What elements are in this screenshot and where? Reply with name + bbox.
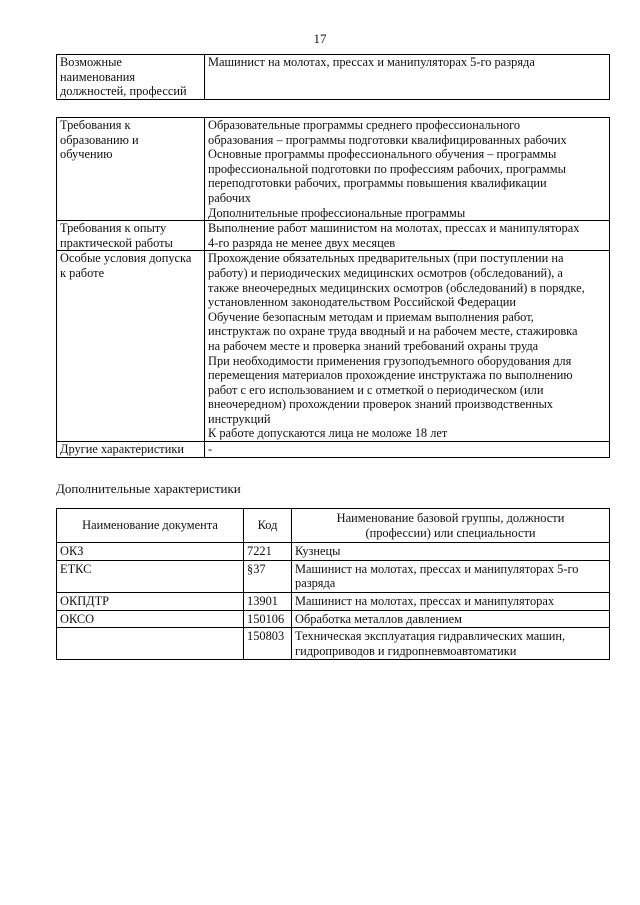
requirement-value [205, 118, 610, 221]
code-cell: 150106 [244, 610, 292, 628]
table-row [57, 628, 610, 660]
name-cell [292, 560, 610, 592]
requirement-label [57, 118, 205, 221]
doc-cell: ЕТКС [57, 560, 244, 592]
table-row [57, 560, 610, 592]
table-row [57, 221, 610, 251]
name-line: разряда [295, 576, 336, 591]
requirement-value [205, 251, 610, 442]
doc-cell: ОКСО [57, 610, 244, 628]
doc-cell: ОКЗ [57, 543, 244, 561]
code-cell: 13901 [244, 592, 292, 610]
name-line: Машинист на молотах, прессах и манипуляторах 5-го [295, 561, 579, 576]
label-line: образованию и [60, 132, 139, 147]
value-line: Выполнение работ машинистом на молотах, прессах и манипуляторах [208, 221, 580, 236]
code-cell: §37 [244, 560, 292, 592]
table-row [57, 55, 610, 100]
code-cell: 7221 [244, 543, 292, 561]
requirement-label [57, 221, 205, 251]
value-line: Образовательные программы среднего профессионального [208, 118, 521, 132]
value-line: профессиональной подготовки по профессиям рабочих, программы [208, 161, 566, 176]
label-line: Требования к опыту [60, 221, 167, 236]
value-line: Прохождение обязательных предварительных (при поступлении на [208, 251, 564, 266]
name-cell [292, 628, 610, 660]
header-code: Код [244, 509, 292, 543]
name-line: Кузнецы [295, 544, 341, 559]
name-cell [292, 610, 610, 628]
label-line: Требования к [60, 118, 131, 132]
label-line: практической работы [60, 235, 173, 250]
value-line: инструкций [208, 411, 271, 426]
table-row [57, 543, 610, 561]
header-name-line: Наименование базовой группы, должности [336, 511, 565, 525]
table-row [57, 610, 610, 628]
value-line: 4-го разряда не менее двух месяцев [208, 235, 396, 250]
name-line: Машинист на молотах, прессах и манипуляторах [295, 593, 555, 608]
name-line: гидроприводов и гидропневмоавтоматики [295, 643, 517, 658]
table-row [57, 442, 610, 458]
header-row [57, 509, 610, 543]
requirement-value [205, 221, 610, 251]
doc-cell [57, 628, 244, 660]
value-line: рабочих [208, 190, 251, 205]
requirement-label [57, 442, 205, 458]
code-cell: 150803 [244, 628, 292, 660]
name-line: Техническая эксплуатация гидравлических машин, [295, 629, 566, 644]
requirements-table [56, 117, 610, 458]
value-line: При необходимости применения грузоподъемного оборудования для [208, 353, 572, 368]
value-line: Обучение безопасным методам и приемам выполнения работ, [208, 309, 534, 324]
positions-table [56, 54, 610, 100]
value-line: К работе допускаются лица не моложе 18 лет [208, 426, 448, 441]
value-line: Основные программы профессионального обучения – программы [208, 147, 557, 162]
value-line: инструктаж по охране труда вводный и на рабочем месте, стажировка [208, 324, 578, 339]
value-line: установленном законодательством Российской Федерации [208, 295, 517, 310]
positions-label [57, 55, 205, 100]
name-line: Обработка металлов давлением [295, 611, 462, 626]
label-line: к работе [60, 265, 105, 280]
label-line: обучению [60, 147, 113, 162]
header-name-line: (профессии) или специальности [365, 525, 536, 540]
label-line: Другие характеристики [60, 442, 185, 457]
value-line: перемещения материалов прохождение инструктажа по выполнению [208, 368, 573, 383]
positions-value: Машинист на молотах, прессах и манипуляторах 5-го разряда [205, 55, 610, 100]
doc-cell: ОКПДТР [57, 592, 244, 610]
additional-table [56, 508, 610, 660]
value-line: - [208, 442, 213, 457]
additional-title: Дополнительные характеристики [56, 481, 241, 496]
requirement-label [57, 251, 205, 442]
table-row [57, 251, 610, 442]
value-line: переподготовки рабочих, программы повышения квалификации [208, 176, 547, 191]
value-line: Дополнительные профессиональные программы [208, 205, 466, 220]
value-line: образования – программы подготовки квалифицированных рабочих [208, 132, 567, 147]
value-line: внеочередном) прохождении проверок знаний производственных [208, 397, 554, 412]
name-cell [292, 592, 610, 610]
label-line: наименования [60, 69, 136, 84]
value-line: на рабочем месте и проверка знаний требований охраны труда [208, 338, 539, 353]
label-line: Возможные [60, 55, 122, 69]
requirement-value [205, 442, 610, 458]
table-row [57, 118, 610, 221]
value-line: также внеочередных медицинских осмотров (обследований) в порядке, [208, 280, 585, 295]
label-line: Особые условия допуска [60, 251, 192, 266]
table-row [57, 592, 610, 610]
value-line: работ с его использованием и с отметкой о периодическом (или [208, 382, 544, 397]
header-name [292, 509, 610, 543]
label-line: должностей, профессий [60, 84, 187, 99]
page-number: 17 [313, 31, 327, 46]
name-cell [292, 543, 610, 561]
header-doc: Наименование документа [57, 509, 244, 543]
value-line: работу) и периодических медицинских осмотров (обследований), а [208, 265, 563, 280]
